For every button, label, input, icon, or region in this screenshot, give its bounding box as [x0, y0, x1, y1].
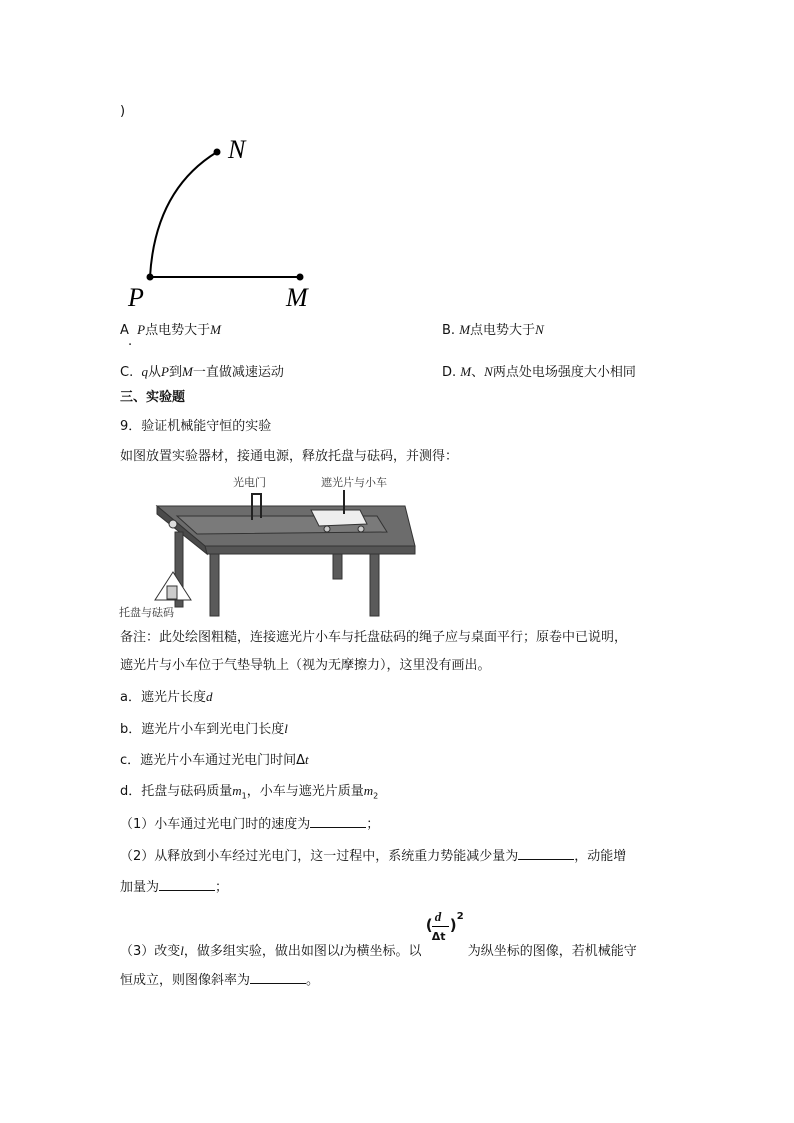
option-C[interactable]: C. q从P到M一直做减速运动: [120, 364, 284, 380]
item-d: d．托盘与砝码质量$m_1$，小车与遮光片质量$m_2$: [120, 783, 379, 801]
document-page: ) N P M A P点电势大于M · B. M点电势大于N C. q从P到M一直做减速运动 D. M、N两点处电场强度大小相同 三、实验题 9．验证机械能守恒的实验 如图放置实验器材，接通电源，释放托盘与砝码，并测得： 光电门 遮光片与小车 托盘与砝码 备注：此处绘图粗糙，连接遮光片小车与托盘砝码的绳子应与桌面平行；原卷中已说明， 遮光片与小车位于气垫导轨上（视为无摩擦力），这里没有画出。 a．遮光片长度d b．遮光片小车到光电门长度l c．遮光片小车通过光电门时间Δt d．托盘与砝码质量$m_1$，小车与遮光片质量$m_2$ （1）小车通过光电门时的速度为 ； （2）从释放到小车经过光电门，这一过程中，系统重力势能减少量为 ，动能增 加量为 ； （3）改变l，做多组实验，做出如图以l为横坐标。以 ( d Δt ) 2 为纵坐标的图像，若机械能守 恒成立，则图像斜率为 。: [0, 0, 794, 1123]
fraction-formula: ( d Δt ) 2: [425, 909, 464, 943]
svg-text:托盘与砝码: 托盘与砝码: [119, 606, 174, 619]
answer-blank-2[interactable]: [518, 847, 574, 860]
item-b: b．遮光片小车到光电门长度l: [120, 721, 288, 737]
question-title: 9．验证机械能守恒的实验: [120, 419, 272, 434]
label-P: P: [128, 283, 144, 310]
item-a: a．遮光片长度d: [120, 689, 213, 705]
label-M: M: [286, 283, 308, 310]
part-3-cont: 恒成立，则图像斜率为 。: [120, 973, 320, 988]
part-1: （1）小车通过光电门时的速度为 ；: [120, 817, 380, 832]
question-intro: 如图放置实验器材，接通电源，释放托盘与砝码，并测得：: [120, 449, 459, 464]
answer-blank-4[interactable]: [250, 971, 306, 984]
svg-text:遮光片与小车: 遮光片与小车: [321, 476, 387, 489]
option-B[interactable]: B. M点电势大于N: [442, 322, 544, 338]
part-2: （2）从释放到小车经过光电门，这一过程中，系统重力势能减少量为 ，动能增: [120, 849, 627, 864]
label-N: N: [228, 135, 246, 164]
answer-blank-1[interactable]: [310, 815, 366, 828]
option-D[interactable]: D. M、N两点处电场强度大小相同: [442, 364, 636, 380]
note-line-2: 遮光片与小车位于气垫导轨上（视为无摩擦力），这里没有画出。: [120, 658, 491, 673]
item-c: c．遮光片小车通过光电门时间Δt: [120, 752, 309, 768]
part-2-cont: 加量为 ；: [120, 880, 229, 895]
note-line-1: 备注：此处绘图粗糙，连接遮光片小车与托盘砝码的绳子应与桌面平行；原卷中已说明，: [120, 630, 628, 645]
part-3: （3）改变l，做多组实验，做出如图以l为横坐标。以 ( d Δt ) 2 为纵坐标的图像，若机械能守: [120, 909, 637, 959]
option-A[interactable]: A P点电势大于M: [120, 322, 221, 338]
answer-blank-3[interactable]: [159, 878, 215, 891]
apparatus-figure: [115, 472, 420, 620]
field-line-figure: [120, 130, 360, 310]
section-title: 三、实验题: [120, 390, 186, 405]
svg-text:光电门: 光电门: [233, 476, 266, 489]
paren: ): [120, 104, 126, 119]
